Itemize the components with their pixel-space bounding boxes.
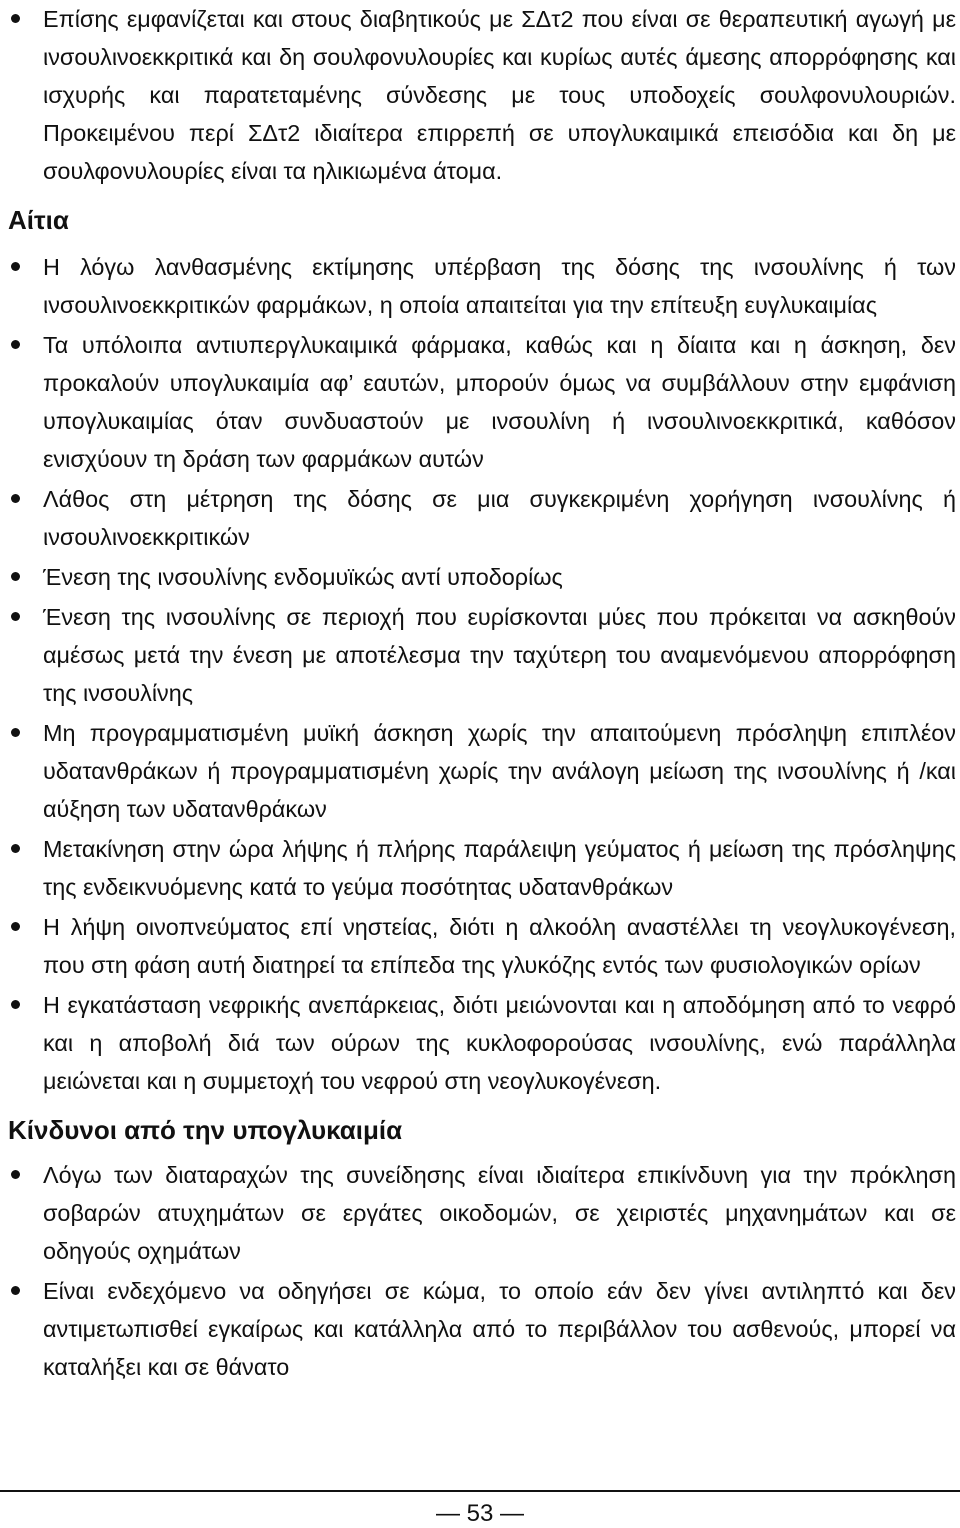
list-item: Τα υπόλοιπα αντιυπεργλυκαιμικά φάρμακα, καθώς και η δίαιτα και η άσκηση, δεν προκαλούν υπογλυκαιμία αφ’ εαυτών, μπορούν όμως να συμβάλλουν στην εμφάνιση υπογλυκαιμίας όταν συνδυαστούν με ινσουλίνη ή ινσουλινοεκκριτικά, καθόσον ενισχύουν τη δράση των φαρμάκων αυτών [8, 326, 956, 478]
list-item: Η λήψη οινοπνεύματος επί νηστείας, διότι η αλκοόλη αναστέλλει τη νεογλυκογένεση, που στη φάση αυτή διατηρεί τα επίπεδα της γλυκόζης εντός των φυσιολογικών ορίων [8, 908, 956, 984]
list-item: Λόγω των διαταραχών της συνείδησης είναι ιδιαίτερα επικίνδυνη για την πρόκληση σοβαρών ατυχημάτων σε εργάτες οικοδομών, σε χειριστές μηχανημάτων και σε οδηγούς οχημάτων [8, 1156, 956, 1270]
dangers-list [8, 1156, 956, 1386]
page-number: — 53 — [435, 1500, 525, 1527]
list-item: Είναι ενδεχόμενο να οδηγήσει σε κώμα, το οποίο εάν δεν γίνει αντιληπτό και δεν αντιμετωπισθεί εγκαίρως και κατάλληλα από το περιβάλλον του ασθενούς, μπορεί να καταλήξει και σε θάνατο [8, 1272, 956, 1386]
section-heading-dangers: Κίνδυνοι από την υπογλυκαιμία [8, 1115, 403, 1145]
list-item: Επίσης εμφανίζεται και στους διαβητικούς με ΣΔτ2 που είναι σε θεραπευτική αγωγή με ινσουλινοεκκριτικά και δη σουλφονυλουρίες και κυρίως αυτές άμεσης απορρόφησης και ισχυρής και παρατεταμένης σύνδεσης με τους υποδοχείς σουλφονυλουριών. Προκειμένου περί ΣΔτ2 ιδιαίτερα επιρρεπή σε υπογλυκαιμικά επεισόδια και δη με σουλφονυλουρίες είναι τα ηλικιωμένα άτομα. [8, 0, 956, 190]
intro-list [8, 0, 956, 190]
footer-divider [0, 1490, 960, 1492]
list-item: Ένεση της ινσουλίνης ενδομυϊκώς αντί υποδορίως [8, 558, 956, 596]
page-content [8, 0, 956, 1388]
list-item: Λάθος στη μέτρηση της δόσης σε μια συγκεκριμένη χορήγηση ινσουλίνης ή ινσουλινοεκκριτικών [8, 480, 956, 556]
causes-list [8, 248, 956, 1100]
list-item: Η λόγω λανθασμένης εκτίμησης υπέρβαση της δόσης της ινσουλίνης ή των ινσουλινοεκκριτικών φαρμάκων, η οποία απαιτείται για την επίτευξη ευγλυκαιμίας [8, 248, 956, 324]
list-item: Ένεση της ινσουλίνης σε περιοχή που ευρίσκονται μύες που πρόκειται να ασκηθούν αμέσως μετά την ένεση με αποτέλεσμα την ταχύτερη του αναμενόμενου απορρόφηση της ινσουλίνης [8, 598, 956, 712]
list-item: Μη προγραμματισμένη μυϊκή άσκηση χωρίς την απαιτούμενη πρόσληψη επιπλέον υδατανθράκων ή προγραμματισμένη χωρίς την ανάλογη μείωση της ινσουλίνης ή /και αύξηση των υδατανθράκων [8, 714, 956, 828]
list-item: Η εγκατάσταση νεφρικής ανεπάρκειας, διότι μειώνονται και η αποδόμηση από το νεφρό και η αποβολή διά των ούρων της κυκλοφορούσας ινσουλίνης, ενώ παράλληλα μειώνεται και η συμμετοχή του νεφρού στη νεογλυκογένεση. [8, 986, 956, 1100]
list-item: Μετακίνηση στην ώρα λήψης ή πλήρης παράλειψη γεύματος ή μείωση της πρόσληψης της ενδεικνυόμενης κατά το γεύμα ποσότητας υδατανθράκων [8, 830, 956, 906]
section-heading-causes: Αίτια [8, 205, 69, 235]
